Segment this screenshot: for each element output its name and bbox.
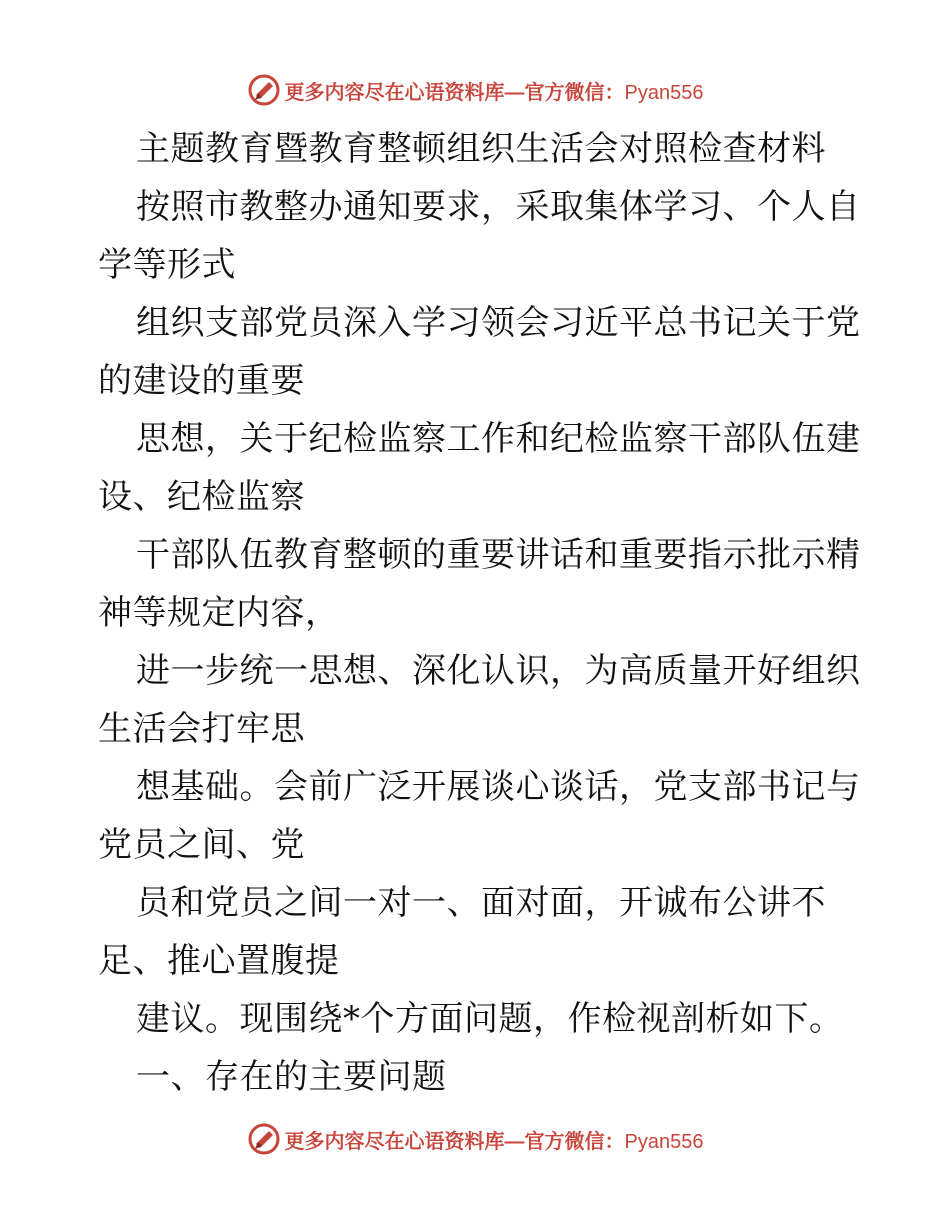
paragraph-line: 生活会打牢思 (98, 709, 305, 749)
brand-logo-icon (247, 1122, 281, 1156)
footer-banner (0, 1119, 950, 1159)
paragraph-line: 按照市教整办通知要求，采取集体学习、个人自 (136, 187, 861, 227)
paragraph-line: 组织支部党员深入学习领会习近平总书记关于党 (136, 303, 861, 343)
paragraph-line: 想基础。会前广泛开展谈心谈话，党支部书记与 (136, 767, 861, 807)
footer-wechat-id: Pyan556 (624, 1130, 704, 1153)
paragraph-line: 神等规定内容， (98, 593, 340, 633)
section-heading: 一、存在的主要问题 (136, 1057, 447, 1097)
document-body (98, 120, 868, 1106)
paragraph-line: 进一步统一思想、深化认识，为高质量开好组织 (136, 651, 861, 691)
paragraph-line: 学等形式 (98, 245, 236, 285)
paragraph-line: 足、推心置腹提 (98, 941, 340, 981)
header-banner (0, 70, 950, 110)
paragraph-line: 员和党员之间一对一、面对面，开诚布公讲不 (136, 883, 826, 923)
paragraph-line: 的建设的重要 (98, 361, 305, 401)
footer-banner-text: 更多内容尽在心语资料库—官方微信：Pyan556 (284, 1130, 704, 1153)
document-title: 主题教育暨教育整顿组织生活会对照检查材料 (136, 129, 826, 169)
header-banner-text: 更多内容尽在心语资料库—官方微信：Pyan556 (284, 81, 704, 104)
paragraph-line: 干部队伍教育整顿的重要讲话和重要指示批示精 (136, 535, 861, 575)
paragraph-line: 设、纪检监察 (98, 477, 305, 517)
header-wechat-id: Pyan556 (624, 81, 704, 104)
brand-logo-icon (247, 73, 281, 107)
paragraph-line: 建议。现围绕*个方面问题，作检视剖析如下。 (136, 999, 844, 1039)
paragraph-line: 思想，关于纪检监察工作和纪检监察干部队伍建 (136, 419, 861, 459)
paragraph-line: 党员之间、党 (98, 825, 305, 865)
